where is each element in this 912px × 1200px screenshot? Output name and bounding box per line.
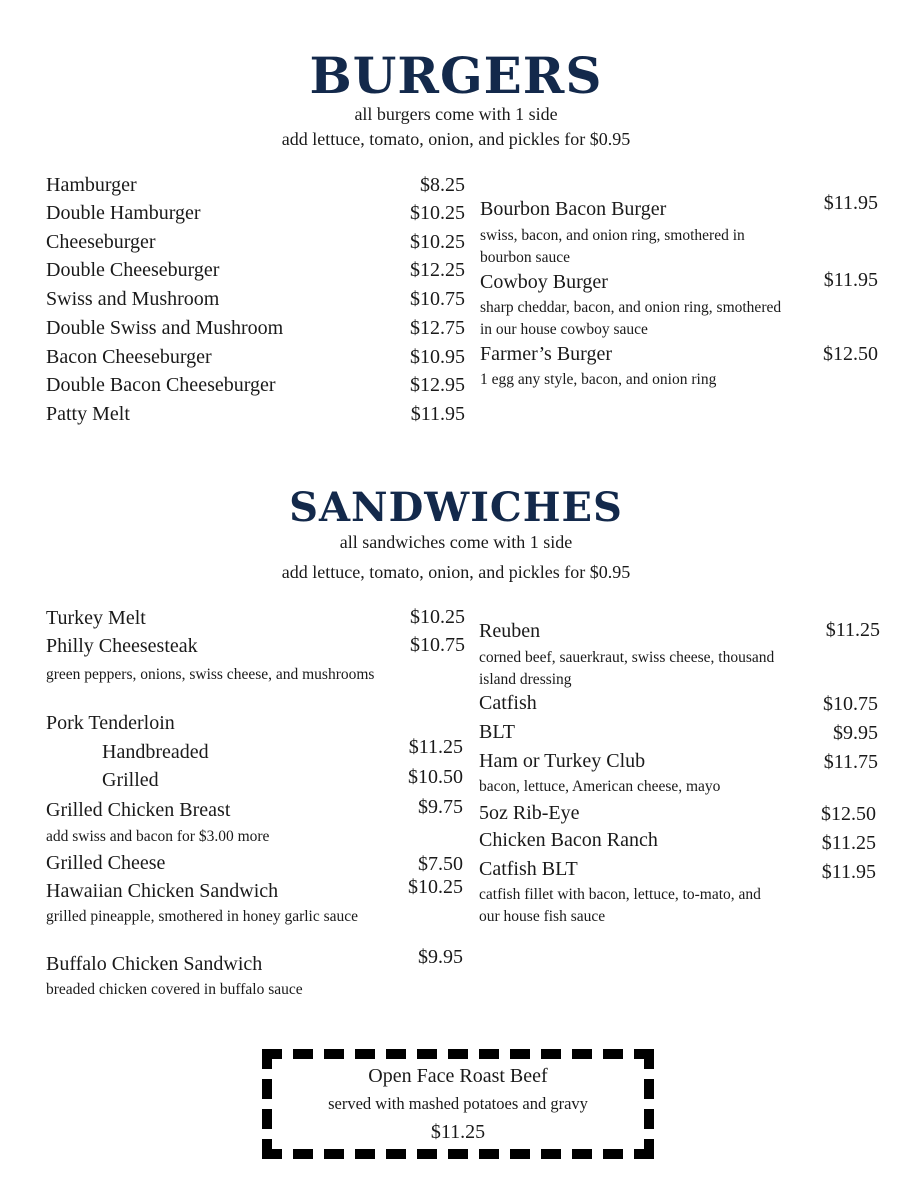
menu-item-price: $11.95 xyxy=(823,192,878,214)
special-item-description: served with mashed potatoes and gravy xyxy=(328,1094,588,1113)
menu-item-name: Chicken Bacon Ranch xyxy=(479,829,658,851)
menu-item-description: 1 egg any style, bacon, and onion ring xyxy=(480,371,717,388)
menu-item-description: grilled pineapple, smothered in honey garlic sauce xyxy=(46,908,359,925)
menu-item-price: $12.50 xyxy=(821,803,876,825)
menu-item-name: Hamburger xyxy=(46,174,137,196)
menu-item-name: Bourbon Bacon Burger xyxy=(480,198,667,220)
menu-item-name: Double Swiss and Mushroom xyxy=(46,317,284,339)
menu-item-price: $7.50 xyxy=(418,853,463,875)
menu-item-price: $11.95 xyxy=(823,269,878,291)
menu-item-price: $9.95 xyxy=(833,722,878,744)
menu-item-price: $10.50 xyxy=(408,766,463,788)
menu-item-price: $10.25 xyxy=(410,231,465,253)
menu-item-name: Cheeseburger xyxy=(46,231,156,253)
menu-item-name: Swiss and Mushroom xyxy=(46,288,220,310)
menu-item-name: Double Bacon Cheeseburger xyxy=(46,374,276,396)
menu-item-name: Double Hamburger xyxy=(46,202,201,224)
menu-item-name: Buffalo Chicken Sandwich xyxy=(46,953,263,975)
menu-item-price: $10.75 xyxy=(823,693,878,715)
menu-item-name: BLT xyxy=(479,721,515,743)
special-item-box xyxy=(262,1049,654,1159)
menu-item-name: 5oz Rib-Eye xyxy=(479,802,580,824)
menu-item-price: $11.95 xyxy=(821,861,876,883)
menu-item-price: $10.95 xyxy=(410,346,465,368)
sandwiches-subtitle-sides: all sandwiches come with 1 side xyxy=(339,532,573,552)
special-item-price: $11.25 xyxy=(430,1121,486,1143)
menu-item-name: Reuben xyxy=(479,620,541,642)
menu-item-price: $9.75 xyxy=(418,796,463,818)
menu-item-name: Grilled Chicken Breast xyxy=(46,799,231,821)
menu-item-name: Pork Tenderloin xyxy=(46,712,175,734)
menu-item-price: $10.25 xyxy=(408,876,463,898)
menu-item-price: $11.75 xyxy=(823,751,878,773)
menu-item-option-name: Handbreaded xyxy=(102,741,209,763)
burgers-subtitle-addons: add lettuce, tomato, onion, and pickles for $0.95 xyxy=(281,129,631,149)
menu-item-price: $11.25 xyxy=(825,619,880,641)
menu-item-name: Hawaiian Chicken Sandwich xyxy=(46,880,279,902)
menu-item-price: $12.25 xyxy=(410,259,465,281)
menu-item-description: corned beef, sauerkraut, swiss cheese, thousand island dressing xyxy=(479,649,775,688)
menu-item-description: catfish fillet with bacon, lettuce, to-mato, and our house fish sauce xyxy=(479,886,761,925)
menu-item-price: $12.95 xyxy=(410,374,465,396)
menu-item-price: $10.75 xyxy=(410,634,465,656)
menu-item-price: $10.25 xyxy=(410,202,465,224)
menu-item-name: Patty Melt xyxy=(46,403,130,425)
menu-item-description: bacon, lettuce, American cheese, mayo xyxy=(479,778,721,795)
menu-item-description: breaded chicken covered in buffalo sauce xyxy=(46,981,303,998)
burgers-subtitle-sides: all burgers come with 1 side xyxy=(354,104,558,124)
burgers-heading: BURGERS xyxy=(309,46,603,105)
menu-item-price: $11.25 xyxy=(821,832,876,854)
menu-item-name: Grilled Cheese xyxy=(46,852,166,874)
menu-item-name: Catfish BLT xyxy=(479,858,578,880)
menu-item-price: $11.25 xyxy=(408,736,463,758)
menu-item-price: $10.75 xyxy=(410,288,465,310)
menu-item-name: Double Cheeseburger xyxy=(46,259,220,281)
menu-item-name: Farmer’s Burger xyxy=(480,343,613,365)
menu-item-name: Turkey Melt xyxy=(46,607,146,629)
menu-item-price: $9.95 xyxy=(418,946,463,968)
sandwiches-subtitle-addons: add lettuce, tomato, onion, and pickles for $0.95 xyxy=(281,562,631,582)
menu-item-description: swiss, bacon, and onion ring, smothered in bourbon sauce xyxy=(480,227,745,266)
menu-item-name: Philly Cheesesteak xyxy=(46,635,198,657)
menu-item-description: green peppers, onions, swiss cheese, and mushrooms xyxy=(46,666,375,683)
menu-item-price: $10.25 xyxy=(410,606,465,628)
menu-item-price: $8.25 xyxy=(420,174,465,196)
menu-item-name: Catfish xyxy=(479,692,537,714)
special-item-name: Open Face Roast Beef xyxy=(368,1065,548,1087)
menu-item-price: $12.50 xyxy=(823,343,878,365)
menu-item-description: sharp cheddar, bacon, and onion ring, smothered in our house cowboy sauce xyxy=(480,299,782,338)
menu-item-name: Bacon Cheeseburger xyxy=(46,346,212,368)
menu-item-price: $11.95 xyxy=(410,403,465,425)
menu-item-name: Ham or Turkey Club xyxy=(479,750,646,772)
menu-item-price: $12.75 xyxy=(410,317,465,339)
sandwiches-heading: SANDWICHES xyxy=(289,484,623,531)
menu-item-option-name: Grilled xyxy=(102,769,159,791)
menu-item-name: Cowboy Burger xyxy=(480,271,608,293)
menu-item-description: add swiss and bacon for $3.00 more xyxy=(46,828,270,845)
